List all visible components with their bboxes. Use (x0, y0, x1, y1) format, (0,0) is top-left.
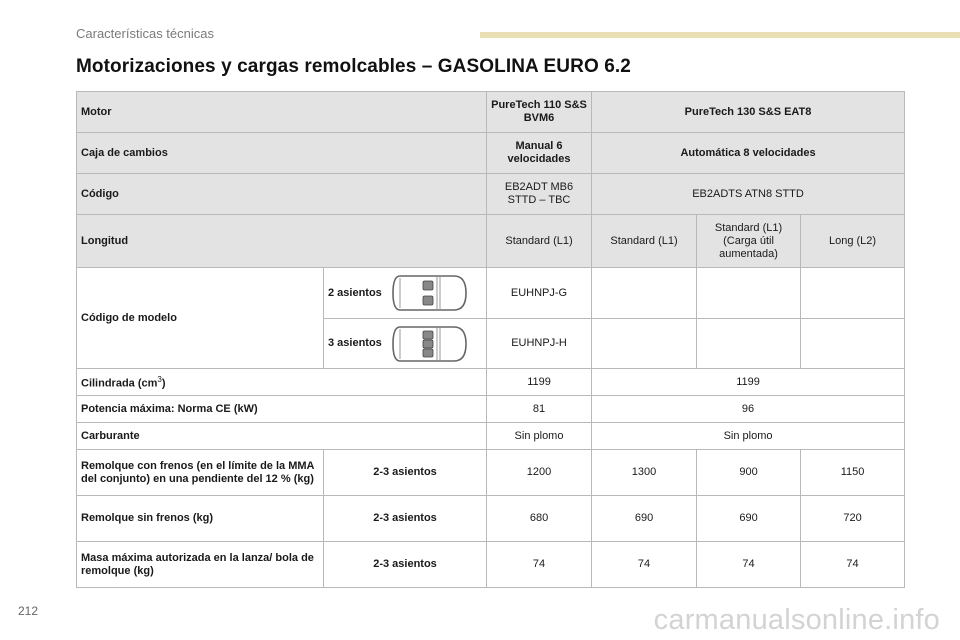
seat-label: 2 asientos (328, 286, 382, 299)
table-row-longitud (77, 215, 905, 268)
cell-value: 1150 (801, 450, 905, 496)
row-label: Remolque con frenos (en el límite de la MMA del conjunto) en una pendiente del 12 % (kg) (77, 450, 324, 496)
cell-value: Standard (L1) (Carga útil aumentada) (697, 215, 801, 268)
row-label (77, 369, 487, 396)
page-number: 212 (18, 604, 39, 618)
cell-empty (697, 319, 801, 369)
watermark: carmanualsonline.info (653, 604, 940, 636)
cell-empty (801, 268, 905, 319)
van-2-seats-icon (390, 272, 470, 314)
table-row-carburante (77, 423, 905, 450)
table-row-masa (77, 542, 905, 588)
row-label: Código (77, 174, 487, 215)
row-label: Longitud (77, 215, 487, 268)
cell-value: 1300 (592, 450, 697, 496)
cell-value: EUHNPJ-G (487, 268, 592, 319)
cell-value: 1200 (487, 450, 592, 496)
cell-value: 1199 (487, 369, 592, 396)
cell-value: EB2ADT MB6 STTD – TBC (487, 174, 592, 215)
section-title: Características técnicas (76, 26, 214, 41)
cell-value: Manual 6 velocidades (487, 133, 592, 174)
cell-value: Standard (L1) (592, 215, 697, 268)
cell-empty (697, 268, 801, 319)
seat-cell (324, 268, 487, 319)
cell-value: Sin plomo (487, 423, 592, 450)
cell-value: 74 (801, 542, 905, 588)
cell-value: 81 (487, 396, 592, 423)
table-row-cilindrada (77, 369, 905, 396)
cell-value: PureTech 130 S&S EAT8 (592, 92, 905, 133)
table-row-remolque-sin (77, 496, 905, 542)
row-label: Remolque sin frenos (kg) (77, 496, 324, 542)
table-row-codigo (77, 174, 905, 215)
page-title: Motorizaciones y cargas remolcables – GASOLINA EURO 6.2 (76, 56, 631, 77)
row-label-text: Cilindrada (cm (81, 377, 158, 390)
seat-label: 2-3 asientos (324, 450, 487, 496)
cell-empty (592, 319, 697, 369)
seat-cell (324, 319, 487, 369)
van-3-seats-icon (390, 323, 470, 365)
row-label: Potencia máxima: Norma CE (kW) (77, 396, 487, 423)
seat-label: 2-3 asientos (324, 542, 487, 588)
cell-value: 96 (592, 396, 905, 423)
cell-value: 74 (697, 542, 801, 588)
cell-empty (801, 319, 905, 369)
cell-value: EUHNPJ-H (487, 319, 592, 369)
cell-value: Long (L2) (801, 215, 905, 268)
table-row-potencia (77, 396, 905, 423)
cell-value: PureTech 110 S&S BVM6 (487, 92, 592, 133)
seat-label: 2-3 asientos (324, 496, 487, 542)
cell-value: Automática 8 velocidades (592, 133, 905, 174)
cell-value: 74 (592, 542, 697, 588)
seat-label: 3 asientos (328, 337, 382, 349)
table-row-caja (77, 133, 905, 174)
row-label: Masa máxima autorizada en la lanza/ bola de remolque (kg) (77, 542, 324, 588)
row-label: Código de modelo (77, 268, 324, 369)
table-row-remolque-frenos (77, 450, 905, 496)
cell-value: 900 (697, 450, 801, 496)
cell-value: Standard (L1) (487, 215, 592, 268)
cell-value: Sin plomo (592, 423, 905, 450)
row-label-close: ) (161, 377, 166, 390)
row-label: Motor (77, 92, 487, 133)
cell-value: 690 (697, 496, 801, 542)
spec-table (76, 91, 905, 588)
table-row-motor (77, 92, 905, 133)
row-label: Carburante (77, 423, 487, 450)
cell-value: 1199 (592, 369, 905, 396)
table-row-modelo-2 (77, 268, 905, 319)
cell-value: EB2ADTS ATN8 STTD (592, 174, 905, 215)
section-bar (480, 32, 960, 38)
cell-value: 690 (592, 496, 697, 542)
cell-value: 680 (487, 496, 592, 542)
superscript: 3 (157, 375, 162, 385)
cell-empty (592, 268, 697, 319)
cell-value: 720 (801, 496, 905, 542)
cell-value: 74 (487, 542, 592, 588)
row-label: Caja de cambios (77, 133, 487, 174)
